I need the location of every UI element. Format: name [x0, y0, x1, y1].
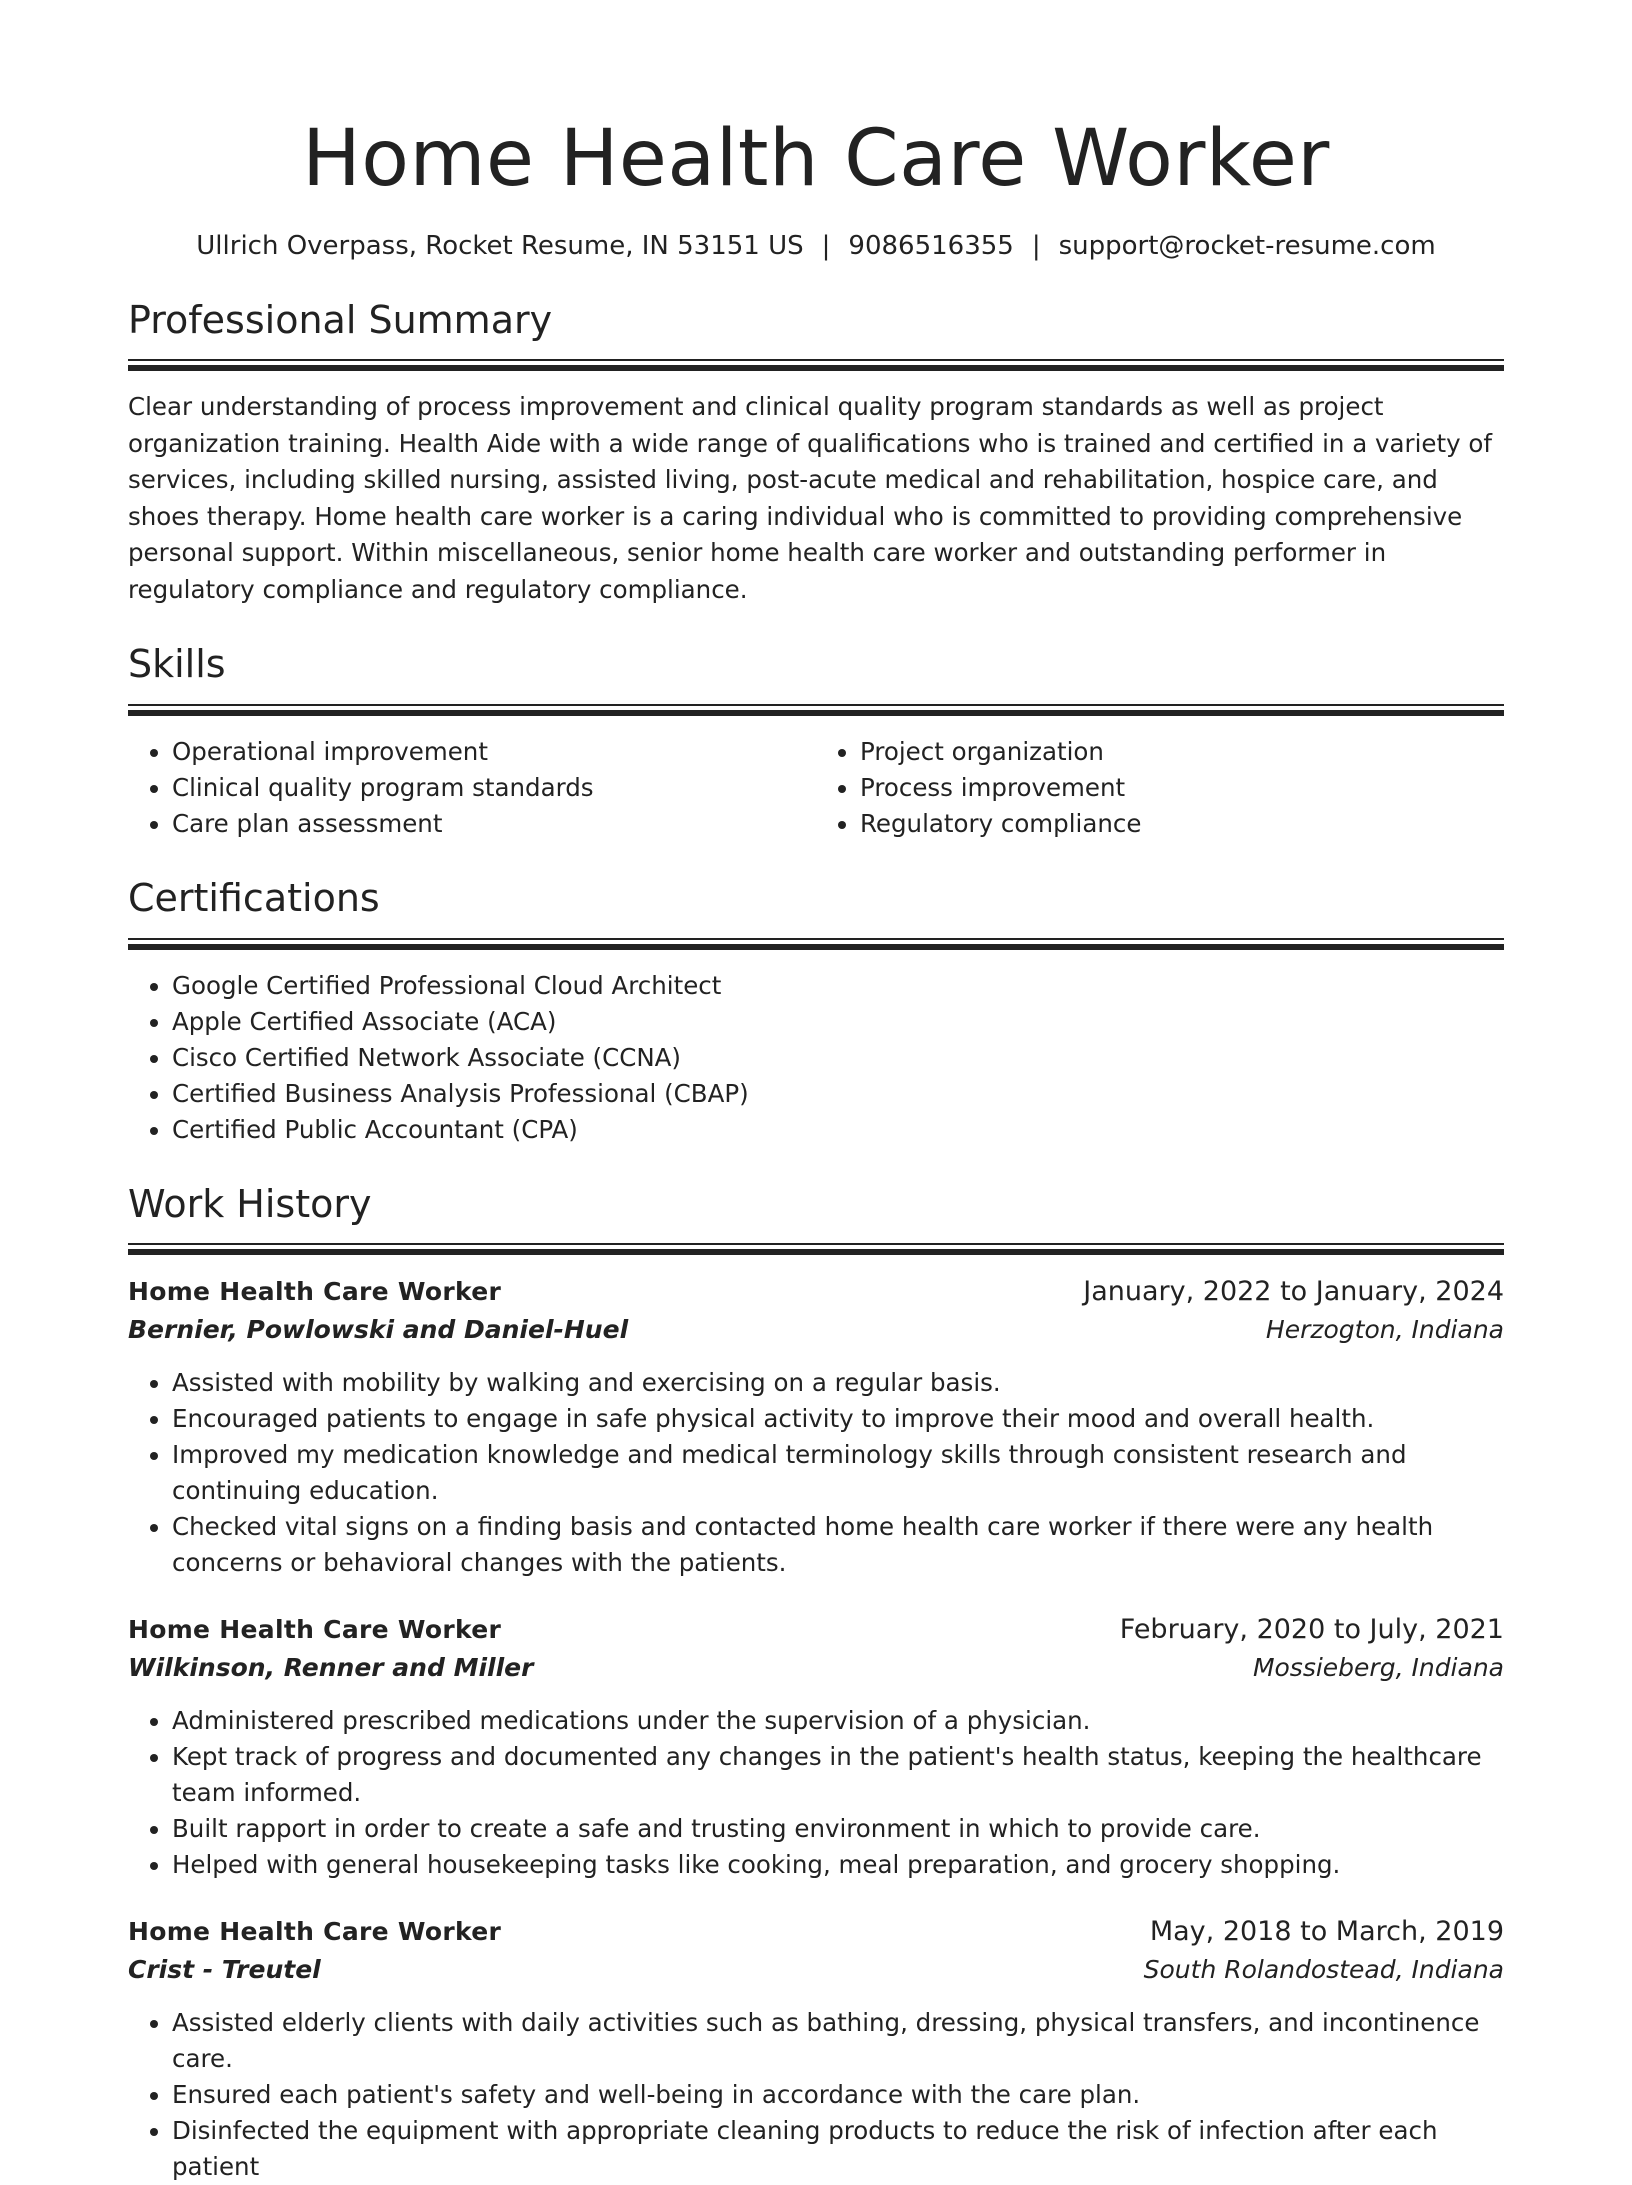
job-bullet: • Disinfected the equipment with appropriate cleaning products to reduce the risk of infection after each patient — [172, 2113, 1504, 2185]
job-bullet: • Administered prescribed medications under the supervision of a physician. — [172, 1703, 1504, 1739]
resume-title: Home Health Care Worker — [302, 114, 1330, 204]
summary-text: Clear understanding of process improvement and clinical quality program standards as well as project organization training. Health Aide with a wide range of qualifications who is trained and certified in a variety of services, including skilled nursing, assisted living, post-acute medical and rehabilitation, hospice care, and shoes therapy. Home health care worker is a caring individual who is committed to providing comprehensive personal support. Within miscellaneous, senior home health care worker and outstanding performer in regulatory compliance and regulatory compliance. — [128, 392, 1492, 604]
job-company-row — [128, 1649, 1504, 1687]
certification-item: • Apple Certified Associate (ACA) — [172, 1004, 1504, 1040]
certification-item: • Certified Public Accountant (CPA) — [172, 1112, 1504, 1148]
job-bullet: • Encouraged patients to engage in safe physical activity to improve their mood and overall health. — [172, 1401, 1504, 1437]
separator: | — [1031, 231, 1041, 261]
job-company: Crist - Treutel — [128, 1955, 321, 1985]
job-bullet: • Checked vital signs on a finding basis and contacted home health care worker if there were any health concerns or behavioral changes with the patients. — [172, 1509, 1504, 1581]
certifications-section — [128, 876, 1504, 1148]
job-bullets — [128, 2005, 1504, 2185]
certifications-list — [128, 968, 1504, 1148]
certification-item: • Cisco Certified Network Associate (CCNA) — [172, 1040, 1504, 1076]
job-bullet: • Assisted elderly clients with daily activities such as bathing, dressing, physical transfers, and incontinence care. — [172, 2005, 1504, 2077]
job-company-row — [128, 1951, 1504, 1989]
skill-item: • Care plan assessment — [172, 806, 816, 842]
skills-section — [128, 642, 1504, 842]
contact-line — [128, 230, 1504, 264]
section-title-skills: Skills — [128, 642, 226, 687]
skill-item: • Regulatory compliance — [860, 806, 1504, 842]
skill-item: • Clinical quality program standards — [172, 770, 816, 806]
section-divider — [128, 1243, 1504, 1255]
skill-item: • Project organization — [860, 734, 1504, 770]
job-title: Home Health Care Worker — [128, 1277, 502, 1307]
job-bullets — [128, 1703, 1504, 1883]
section-divider — [128, 359, 1504, 371]
job-dates: February, 2020 to July, 2021 — [1119, 1614, 1504, 1646]
job-location: Mossieberg, Indiana — [1252, 1653, 1504, 1683]
job-bullet: • Kept track of progress and documented any changes in the patient's health status, keeping the healthcare team informed. — [172, 1739, 1504, 1811]
job-bullet: • Built rapport in order to create a safe and trusting environment in which to provide care. — [172, 1811, 1504, 1847]
summary-section — [128, 298, 1504, 609]
job-entry — [128, 1611, 1504, 1883]
email-link[interactable]: support@rocket-resume.com — [1058, 231, 1436, 261]
job-title: Home Health Care Worker — [128, 1917, 502, 1947]
job-title: Home Health Care Worker — [128, 1615, 502, 1645]
job-company: Bernier, Powlowski and Daniel-Huel — [128, 1315, 629, 1345]
job-company: Wilkinson, Renner and Miller — [128, 1653, 534, 1683]
work-history-section — [128, 1182, 1504, 2185]
job-bullet: • Assisted with mobility by walking and exercising on a regular basis. — [172, 1365, 1504, 1401]
job-bullet: • Helped with general housekeeping tasks like cooking, meal preparation, and grocery shopping. — [172, 1847, 1504, 1883]
separator: | — [821, 231, 831, 261]
skill-item: • Operational improvement — [172, 734, 816, 770]
job-location: South Rolandostead, Indiana — [1143, 1955, 1504, 1985]
section-title-certifications: Certifications — [128, 875, 380, 920]
job-header-row — [128, 1273, 1504, 1311]
section-divider — [128, 704, 1504, 716]
skills-list-right — [816, 734, 1504, 842]
job-bullets — [128, 1365, 1504, 1581]
job-dates: May, 2018 to March, 2019 — [1149, 1916, 1504, 1948]
certification-item: • Google Certified Professional Cloud Architect — [172, 968, 1504, 1004]
job-company-row — [128, 1311, 1504, 1349]
section-title-summary: Professional Summary — [128, 297, 553, 342]
job-bullet: • Improved my medication knowledge and medical terminology skills through consistent research and continuing education. — [172, 1437, 1504, 1509]
address: Ullrich Overpass, Rocket Resume, IN 53151 US — [196, 231, 804, 261]
job-dates: January, 2022 to January, 2024 — [1083, 1276, 1504, 1308]
skill-item: • Process improvement — [860, 770, 1504, 806]
job-location: Herzogton, Indiana — [1265, 1315, 1504, 1345]
skills-list-left — [128, 734, 816, 842]
certification-item: • Certified Business Analysis Professional (CBAP) — [172, 1076, 1504, 1112]
job-entry — [128, 1913, 1504, 2185]
job-header-row — [128, 1611, 1504, 1649]
job-bullet: • Ensured each patient's safety and well-being in accordance with the care plan. — [172, 2077, 1504, 2113]
job-header-row — [128, 1913, 1504, 1951]
phone: 9086516355 — [848, 231, 1014, 261]
job-entry — [128, 1273, 1504, 1581]
skills-grid — [128, 734, 1504, 842]
section-title-work-history: Work History — [128, 1181, 372, 1226]
section-divider — [128, 938, 1504, 950]
